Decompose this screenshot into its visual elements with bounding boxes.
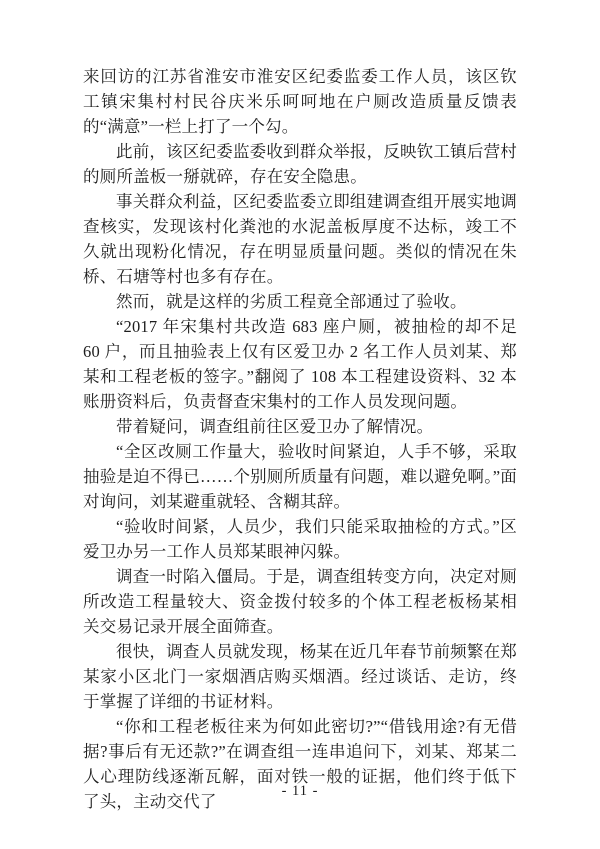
- paragraph: 来回访的江苏省淮安市淮安区纪委监委工作人员，该区钦工镇宋集村村民谷庆米乐呵呵地在户厕改造质量反馈表的“满意”一栏上打了一个勾。: [83, 67, 517, 136]
- paragraph: “你和工程老板往来为何如此密切?”“借钱用途?有无借据?事后有无还款?”在调查组一连串追问下，刘某、郑某二人心理防线逐渐瓦解，面对铁一般的证据，他们终于低下了头，主动交代了: [83, 717, 517, 811]
- paragraph: “验收时间紧，人员少，我们只能采取抽检的方式。”区爱卫办另一工作人员郑某眼神闪躲。: [83, 517, 517, 561]
- page-number: - 11 -: [281, 783, 319, 799]
- paragraph: “2017 年宋集村共改造 683 座户厕，被抽检的却不足 60 户，而且抽验表上仅有区爱卫办 2 名工作人员刘某、郑某和工程老板的签字。”翻阅了 108 本工程建设资料、32 本账册资料后，负责督查宋集村的工作人员发现问题。: [83, 317, 517, 411]
- paragraph: 带着疑问，调查组前往区爱卫办了解情况。: [116, 417, 434, 436]
- paragraph: 事关群众利益，区纪委监委立即组建调查组开展实地调查核实，发现该村化粪池的水泥盖板厚度不达标，竣工不久就出现粉化情况，存在明显质量问题。类似的情况在朱桥、石塘等村也多有存在。: [83, 192, 517, 286]
- paragraph: 调查一时陷入僵局。于是，调查组转变方向，决定对厕所改造工程量较大、资金拨付较多的个体工程老板杨某相关交易记录开展全面筛查。: [83, 567, 517, 636]
- paragraph: 然而，就是这样的劣质工程竟全部通过了验收。: [116, 292, 467, 311]
- page-body-text: [83, 64, 517, 814]
- paragraph: 此前，该区纪委监委收到群众举报，反映钦工镇后营村的厕所盖板一掰就碎，存在安全隐患。: [83, 142, 517, 186]
- paragraph: “全区改厕工作量大，验收时间紧迫，人手不够，采取抽验是迫不得已……个别厕所质量有问题，难以避免啊。”面对询问，刘某避重就轻、含糊其辞。: [83, 442, 517, 511]
- paragraph: 很快，调查人员就发现，杨某在近几年春节前频繁在郑某家小区北门一家烟酒店购买烟酒。经过谈话、走访，终于掌握了详细的书证材料。: [83, 642, 517, 711]
